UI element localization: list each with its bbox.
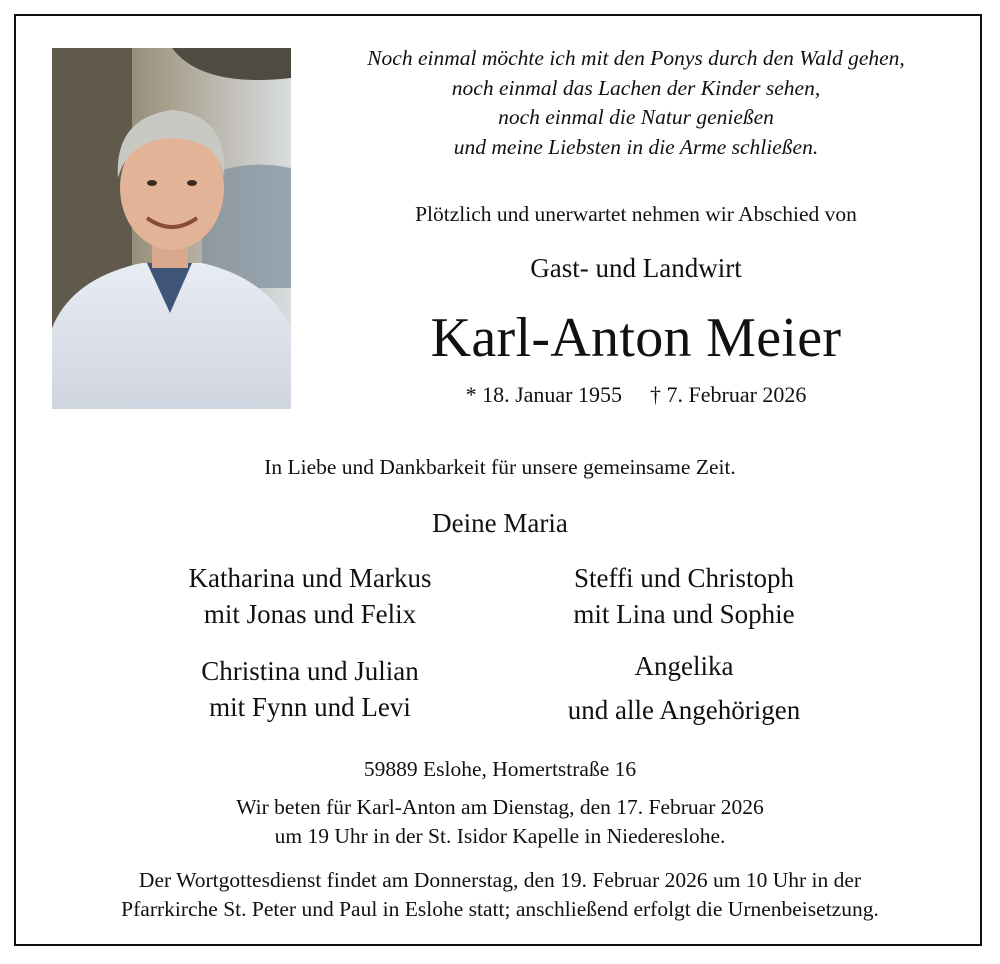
poem-line: Noch einmal möchte ich mit den Ponys durch den Wald gehen,: [367, 46, 905, 70]
poem-line: noch einmal das Lachen der Kinder sehen,: [451, 75, 821, 100]
family-names: Christina und Julian: [201, 656, 419, 686]
death-date: † 7. Februar 2026: [650, 382, 807, 407]
life-dates: [300, 382, 972, 408]
prayer-info: [0, 793, 1000, 851]
prayer-line: um 19 Uhr in der St. Isidor Kapelle in Niedereslohe.: [274, 824, 726, 848]
service-line: Pfarrkirche St. Peter und Paul in Eslohe statt; anschließend erfolgt die Urnenbeisetzung.: [121, 897, 879, 921]
family-names: Katharina und Markus: [188, 563, 432, 593]
spouse-signature: Deine Maria: [432, 508, 568, 538]
family-names: Angelika: [634, 651, 734, 681]
family-group: [484, 644, 884, 732]
family-children: mit Jonas und Felix: [203, 599, 417, 629]
family-address: 59889 Eslohe, Homertstraße 16: [363, 757, 637, 781]
family-children: mit Fynn und Levi: [209, 692, 411, 722]
family-group: [484, 560, 884, 632]
deceased-name: Karl-Anton Meier: [430, 307, 842, 369]
prayer-line: Wir beten für Karl-Anton am Dienstag, den 17. Februar 2026: [236, 795, 764, 819]
family-group: [110, 653, 510, 725]
family-children: mit Lina und Sophie: [573, 599, 795, 629]
portrait-photo: [52, 48, 291, 409]
family-group: [110, 560, 510, 632]
poem-line: und meine Liebsten in die Arme schließen.: [453, 134, 819, 159]
family-relatives: und alle Angehörigen: [567, 695, 801, 725]
farewell-announcement: Plötzlich und unerwartet nehmen wir Abschied von: [415, 202, 857, 226]
service-line: Der Wortgottesdienst findet am Donnerstag, den 19. Februar 2026 um 10 Uhr in der: [138, 868, 862, 892]
poem-line: noch einmal die Natur genießen: [498, 105, 774, 129]
family-names: Steffi und Christoph: [573, 563, 794, 593]
memorial-poem: [300, 44, 972, 162]
birth-date: * 18. Januar 1955: [465, 382, 622, 407]
profession: Gast- und Landwirt: [530, 253, 742, 283]
dedication-text: In Liebe und Dankbarkeit für unsere gemeinsame Zeit.: [264, 455, 736, 479]
service-info: [0, 866, 1000, 924]
